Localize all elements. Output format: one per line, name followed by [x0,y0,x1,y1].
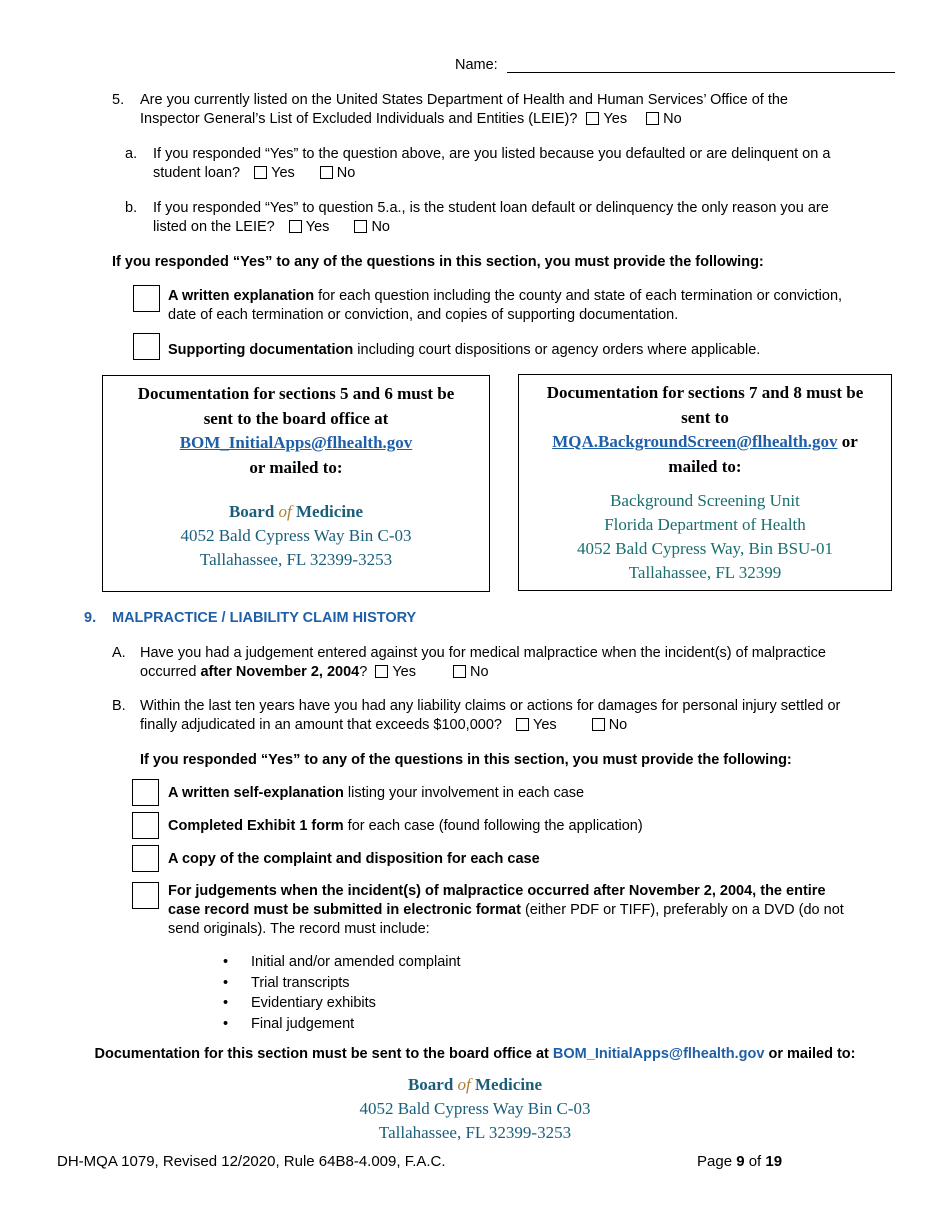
q5-yes-label: Yes [603,111,628,127]
q9b-text [140,697,910,735]
self-explanation-bold: A written self-explanation [168,785,344,801]
box-left-email-link[interactable]: BOM_InitialApps@flhealth.gov [179,433,413,452]
box-right-email-suffix: or [837,432,858,451]
q9b-yes-label: Yes [533,717,557,733]
q9a-letter: A. [112,645,126,661]
q5b-no-label: No [371,219,390,235]
q5b-no-checkbox[interactable] [354,220,367,233]
section-9-requirements-heading: If you responded “Yes” to any of the questions in this section, you must provide the following: [140,752,792,768]
q9a-line2a: occurred [140,664,201,680]
q5b-line2: listed on the LEIE? [153,219,275,235]
q5a-letter: a. [125,146,138,162]
q5b-line1: If you responded “Yes” to question 5.a., is the student loan default or delinquency the only reason you are [153,200,829,216]
q5-no-checkbox[interactable] [646,112,659,125]
footer-of-label: of [744,1153,766,1170]
supporting-documentation-rest: including court dispositions or agency orders where applicable. [353,342,761,358]
section-9-org [0,1073,950,1097]
q9a-line2c: ? [359,664,368,680]
list-item: • Trial transcripts [223,973,461,994]
q9a-line2-row [140,663,910,682]
exhibit-1-bold: Completed Exhibit 1 form [168,818,344,834]
documentation-box-sections-5-6 [102,375,490,592]
box-right-addr2: Florida Department of Health [604,515,806,534]
q5a-line2-row [153,164,913,183]
box-left-line1: Documentation for sections 5 and 6 must be [137,384,455,403]
section-9-documentation-line [0,1045,950,1064]
box-right-email-link[interactable]: MQA.BackgroundScreen@flhealth.gov [552,432,838,451]
list-item: • Final judgement [223,1014,461,1035]
case-record-checkbox[interactable] [132,882,159,909]
list-item: • Evidentiary exhibits [223,993,461,1014]
q9b-yes-checkbox[interactable] [516,718,529,731]
q9b-no-label: No [608,717,628,733]
q9b-line1: Within the last ten years have you had any liability claims or actions for damages for personal injury settled or [140,698,841,714]
q5-yes-checkbox[interactable] [586,112,599,125]
footer-page-num: 9 [736,1153,745,1170]
written-explanation-rest: for each question including the county and state of each termination or conviction, [314,288,843,304]
supporting-documentation-text [168,341,908,360]
section-9-title: MALPRACTICE / LIABILITY CLAIM HISTORY [112,610,417,626]
section-9-doc-email[interactable]: BOM_InitialApps@flhealth.gov [552,1046,765,1062]
supporting-documentation-checkbox[interactable] [133,333,160,360]
box-left-org-a: Board [228,502,279,521]
written-explanation-bold: A written explanation [168,288,315,304]
written-explanation-checkbox[interactable] [133,285,160,312]
box-left-line2: sent to the board office at [203,408,389,428]
section-9-number: 9. [84,610,97,626]
q9a-yes-checkbox[interactable] [375,665,388,678]
complaint-copy-checkbox[interactable] [132,845,159,872]
section-9-addr1: 4052 Bald Cypress Way Bin C-03 [359,1099,591,1118]
documentation-box-sections-7-8 [518,374,892,591]
q5-line2: Inspector General’s List of Excluded Individuals and Entities (LEIE)? [140,111,578,127]
footer-form-id: DH-MQA 1079, Revised 12/2020, Rule 64B8-4.009, F.A.C. [57,1153,446,1170]
section-9-address-block [0,1073,950,1145]
box-left-org [103,500,489,524]
q9a-no-label: No [470,664,489,680]
section-requirements-heading: If you responded “Yes” to any of the questions in this section, you must provide the following: [112,254,764,270]
q5a-line1: If you responded “Yes” to the question above, are you listed because you defaulted or are delinquent on a [153,146,831,162]
case-record-line1: For judgements when the incident(s) of malpractice occurred after November 2, 2004, the entire [168,883,826,899]
section-9-doc-b: or mailed to: [764,1046,856,1062]
case-record-text [168,882,908,939]
q5-line2-row [140,110,900,129]
written-explanation-text [168,287,908,325]
q9b-line2-row [140,716,910,735]
q5a-yes-label: Yes [271,165,295,181]
exhibit-1-text [168,817,643,836]
case-record-bullets [223,952,461,1034]
q5b-text [153,199,913,237]
section-9-addr2: Tallahassee, FL 32399-3253 [378,1123,572,1142]
q5a-no-checkbox[interactable] [320,166,333,179]
self-explanation-checkbox[interactable] [132,779,159,806]
case-record-line2-rest: (either PDF or TIFF), preferably on a DVD (do not [520,902,844,918]
q5-number: 5. [112,92,125,108]
section-9-doc-a: Documentation for this section must be sent to the board office at [94,1046,553,1062]
box-left-org-b: Medicine [291,502,364,521]
q5a-yes-checkbox[interactable] [254,166,267,179]
list-item: • Initial and/or amended complaint [223,952,461,973]
footer-page-total: 19 [765,1153,783,1170]
exhibit-1-checkbox[interactable] [132,812,159,839]
supporting-documentation-bold: Supporting documentation [168,342,354,358]
q5a-no-label: No [336,165,356,181]
box-right-addr3: 4052 Bald Cypress Way, Bin BSU-01 [577,539,833,558]
name-field[interactable] [507,72,895,73]
section-9-org-of: of [457,1075,471,1094]
q5-text [140,91,900,129]
box-right-addr4: Tallahassee, FL 32399 [628,563,782,582]
box-left-email-row [103,431,489,456]
box-right-email-row [519,430,891,455]
q9b-no-checkbox[interactable] [592,718,605,731]
section-9-org-a: Board [407,1075,458,1094]
footer-page-label: Page [697,1153,737,1170]
box-left-addr1: 4052 Bald Cypress Way Bin C-03 [180,526,412,545]
q9a-line1: Have you had a judgement entered against you for medical malpractice when the incident(s) of malpractice [140,645,826,661]
footer-page-number [697,1153,782,1170]
q9b-letter: B. [112,698,126,714]
box-left-line3: or mailed to: [249,457,343,477]
q5a-text [153,145,913,183]
written-explanation-line1 [168,287,908,306]
case-record-line2 [168,901,908,920]
case-record-line2-bold: case record must be submitted in electronic format [168,902,521,918]
case-record-line3: send originals). The record must include: [168,921,430,937]
q9a-text [140,644,910,682]
self-explanation-rest: listing your involvement in each case [343,785,585,801]
q5b-yes-checkbox[interactable] [289,220,302,233]
section-9-org-b: Medicine [470,1075,543,1094]
q5-no-label: No [663,111,682,127]
self-explanation-text [168,784,584,803]
q5-line1: Are you currently listed on the United States Department of Health and Human Services’ Office of the [140,92,788,108]
exhibit-1-rest: for each case (found following the application) [343,818,643,834]
box-right-line3: mailed to: [668,456,742,476]
q9a-yes-label: Yes [392,664,416,680]
q5a-line2: student loan? [153,165,241,181]
q5b-yes-label: Yes [305,219,330,235]
q5b-letter: b. [125,200,138,216]
complaint-copy-text: A copy of the complaint and disposition for each case [168,851,540,867]
q9a-line2b: after November 2, 2004 [200,664,360,680]
q9b-line2: finally adjudicated in an amount that exceeds $100,000? [140,717,502,733]
q5b-line2-row [153,218,913,237]
name-label-row [455,56,498,75]
written-explanation-line2: date of each termination or conviction, and copies of supporting documentation. [168,307,679,323]
box-left-org-of: of [278,502,292,521]
box-right-line1: Documentation for sections 7 and 8 must be [546,383,864,402]
box-right-addr1: Background Screening Unit [610,491,800,510]
box-left-addr2: Tallahassee, FL 32399-3253 [199,550,393,569]
name-label: Name: [455,57,498,73]
q9a-no-checkbox[interactable] [453,665,466,678]
box-right-line2: sent to [681,407,729,427]
